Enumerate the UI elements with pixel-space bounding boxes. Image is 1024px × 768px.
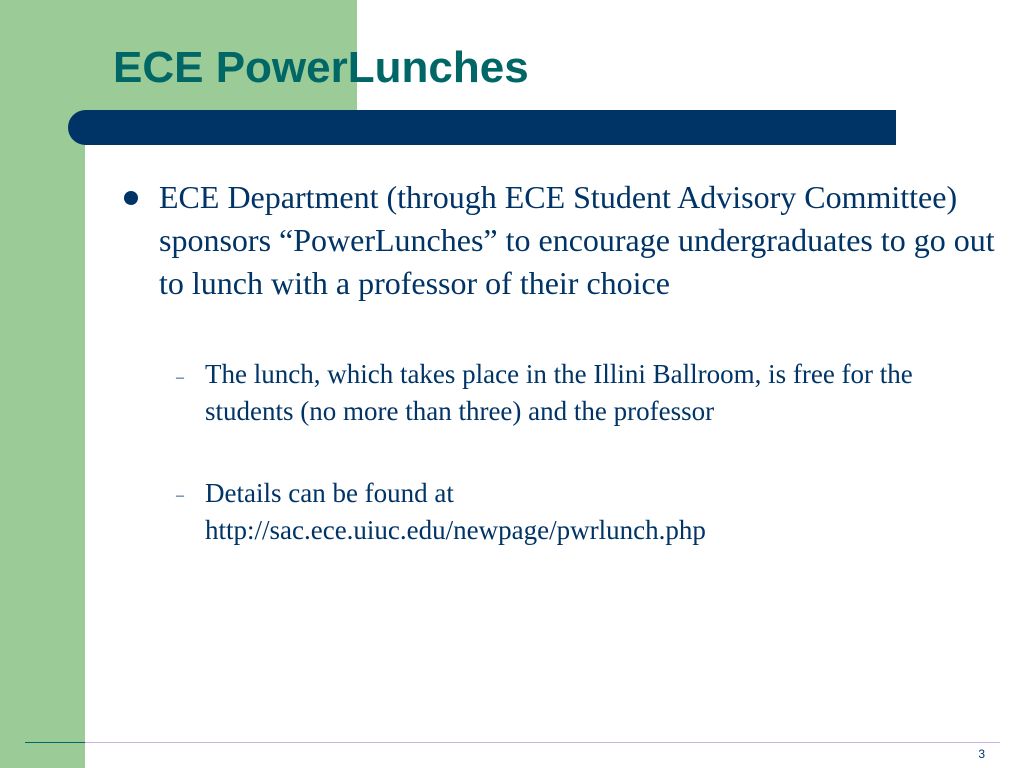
slide-title: ECE PowerLunches [113, 43, 529, 92]
sub-bullet-dash-icon: – [176, 487, 184, 504]
sub-bullet-dash-icon: – [176, 369, 184, 386]
footer-divider-left [25, 742, 85, 743]
title-underline-bar [68, 110, 896, 145]
bullet-dot-icon [124, 191, 138, 205]
main-bullet-text: ECE Department (through ECE Student Advisory Committee) sponsors “PowerLunches” to encourage undergraduates to go out to lunch with a professor of their choice [159, 179, 995, 301]
sub-bullet-text: Details can be found at http://sac.ece.uiuc.edu/newpage/pwrlunch.php [205, 478, 706, 545]
page-number: 3 [978, 747, 985, 761]
sub-bullet-text: The lunch, which takes place in the Illini Ballroom, is free for the students (no more than three) and the professor [205, 359, 913, 426]
footer-divider [85, 742, 1000, 743]
